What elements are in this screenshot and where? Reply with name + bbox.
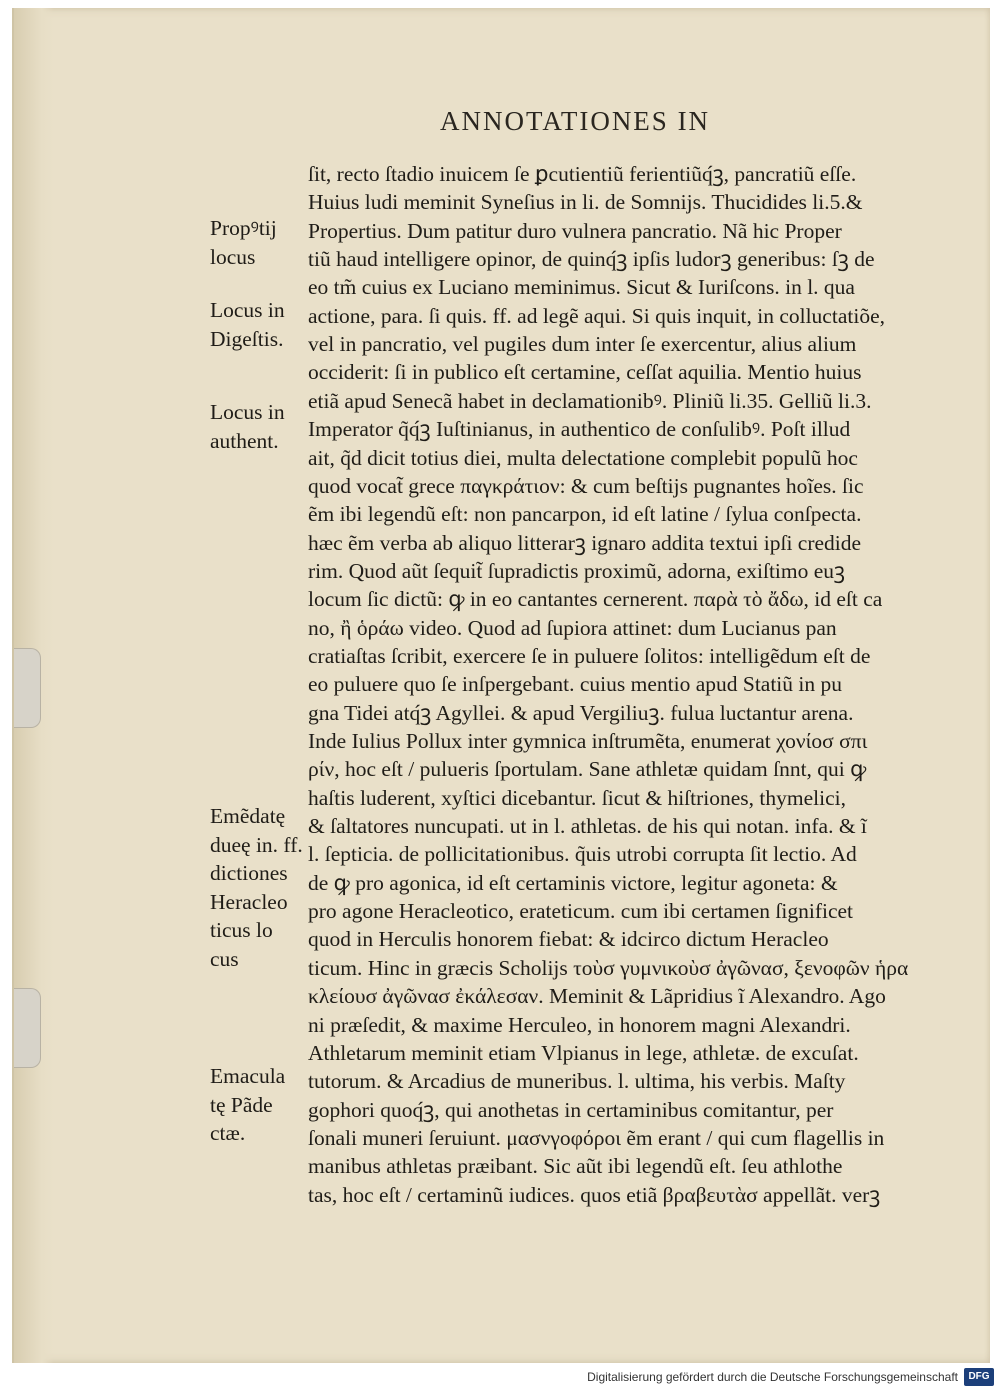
text-line: locum ſic dictũ: ꝙ in eo cantantes cernerent. παρὰ τὸ ἄδω, id eſt ca — [308, 587, 883, 612]
marginal-note-line: ctæ. — [210, 1121, 246, 1145]
marginal-note-line: Locus in — [210, 298, 285, 322]
text-line: vel in pancratio, vel pugiles dum inter ſe exercentur, alius alium — [308, 332, 857, 357]
running-head: ANNOTATIONES IN — [440, 106, 711, 136]
marginal-note-line: dictiones — [210, 861, 288, 885]
text-line: Huius ludi meminit Syneſius in li. de Somnijs. Thucidides li.5.& — [308, 190, 863, 215]
text-line: Athletarum meminit etiam Vlpianus in lege, athletæ. de excuſat. — [308, 1040, 859, 1065]
text-line: ſit, recto ſtadio inuicem ſe ꝑcutientiũ ferientiũq́ꝫ, pancratiũ eſſe. — [308, 162, 857, 186]
text-line: κλείουσ ἀγῶνασ ἐκάλεσαν. Meminit & Lãpridius ĩ Alexandro. Ago — [308, 984, 886, 1009]
marginal-note — [210, 214, 277, 271]
text-line: rim. Quod aũt ſequit̃ ſupradictis proximũ, adorna, exiſtimo euꝫ — [308, 558, 846, 583]
text-line: de ꝙ pro agonica, id eſt certaminis victore, legitur agoneta: & — [308, 870, 838, 895]
footer-bar — [0, 1367, 1000, 1391]
text-line: cratiaſtas ſcribit, exercere ſe in puluere ſolitos: intelligẽdum eſt de — [308, 643, 871, 668]
marginal-note-line: Locus in — [210, 400, 285, 424]
text-line: manibus athletas præibant. Sic aũt ibi legendũ eſt. ſeu athlothe — [308, 1154, 843, 1179]
text-line: ſonali muneri ſeruiunt. μασνγοφόροι ẽm erant / qui cum flagellis in — [308, 1125, 885, 1150]
text-line: ni præſedit, & maxime Herculeo, in honorem magni Alexandri. — [308, 1012, 851, 1037]
text-line: quod vocat̃ grece παγκράτιον: & cum beſtijs pugnantes hoĩes. ſic — [308, 473, 864, 498]
footer-credit: Digitalisierung gefördert durch die Deutsche Forschungsgemeinschaft — [587, 1370, 958, 1384]
text-line: ticum. Hinc in græcis Scholijs τοὺσ γυμνικοὺσ ἀγῶνασ, ξενοφῶν ἡρα — [308, 955, 909, 980]
marginal-note-line: ticus lo — [210, 918, 273, 942]
marginal-note — [210, 296, 285, 353]
text-line: occiderit: ſi in publico eſt certamine, ceſſat aquilia. Mentio huius — [308, 360, 862, 385]
text-line: gophori quoq́ꝫ, qui anothetas in certaminibus comitantur, per — [308, 1097, 834, 1122]
text-line: ait, q̃d dicit totius diei, multa delectatione complebit populũ hoc — [308, 445, 858, 470]
marginal-note-line: Propꝰtij — [210, 216, 277, 240]
marginal-note — [210, 802, 303, 973]
text-line: hæc ẽm verba ab aliquo litterarꝫ ignaro addita textui ipſi credide — [308, 530, 862, 555]
text-line: Inde Iulius Pollux inter gymnica inſtrumẽta, enumerat χονίοσ σπι — [308, 729, 868, 753]
text-line: eo tm̃ cuius ex Luciano meminimus. Sicut & Iuriſcons. in l. qua — [308, 275, 855, 300]
text-line: & ſaltatores nuncupati. ut in l. athletas. de his qui notan. infa. & ĩ — [308, 814, 867, 839]
marginal-note-line: authent. — [210, 428, 279, 453]
text-line: Imperator q̃q́ꝫ Iuſtinianus, in authentico de conſulibꝰ. Poſt illud — [308, 417, 851, 442]
marginal-note — [210, 1062, 285, 1148]
text-line: Propertius. Dum patitur duro vulnera pancratio. Nã hic Proper — [308, 218, 842, 243]
marginal-note-line: locus — [210, 244, 256, 269]
marginal-note-line: Heracleo — [210, 889, 288, 914]
text-line: ρίν, hoc eſt / pulueris ſportulam. Sane athletæ quidam ſnnt, qui ꝙ — [308, 757, 867, 782]
marginal-note — [210, 398, 285, 455]
marginal-note-line: dueę in. ff. — [210, 832, 303, 857]
marginal-note-line: tę Pãde — [210, 1092, 273, 1117]
text-line: tutorum. & Arcadius de muneribus. l. ultima, his verbis. Maſty — [308, 1069, 846, 1094]
marginal-note-line: Digeſtis. — [210, 326, 284, 351]
marginal-note-line: Emacula — [210, 1064, 286, 1088]
marginal-note-line: Emẽdatę — [210, 804, 286, 828]
binding-tab — [14, 648, 41, 728]
binding-tab — [14, 988, 41, 1068]
text-line: tiũ haud intelligere opinor, de quinq́ꝫ ipſis ludorꝫ generibus: ſꝫ de — [308, 247, 875, 272]
text-line: quod in Herculis honorem fiebat: & idcirco dictum Heracleo — [308, 927, 829, 952]
text-line: haſtis luderent, xyſtici dicebantur. ſicut & hiſtriones, thymelici, — [308, 785, 846, 810]
text-line: gna Tidei atq́ꝫ Agyllei. & apud Vergiliuꝫ. fulua luctantur arena. — [308, 700, 854, 725]
marginal-note-line: cus — [210, 946, 239, 971]
text-line: eo puluere quo ſe inſpergebant. cuius mentio apud Statiũ in pu — [308, 672, 843, 697]
text-line: l. ſepticia. de pollicitationibus. q̃uis utrobi corrupta ſit lectio. Ad — [308, 842, 857, 867]
text-line: tas, hoc eſt / certaminũ iudices. quos etiã βραβευτὰσ appellãt. verꝫ — [308, 1182, 881, 1207]
text-line: ẽm ibi legendũ eſt: non pancarpon, id eſt latine / ſylua conſpecta. — [308, 502, 862, 527]
text-line: actione, para. ſi quis. ff. ad legẽ aqui. Si quis inquit, in colluctatiõe, — [308, 303, 885, 328]
dfg-logo: DFG — [964, 1368, 994, 1386]
text-line: no, ἢ ὁράω video. Quod ad ſupiora attinet: dum Lucianus pan — [308, 615, 837, 640]
text-line: pro agone Heracleotico, erateticum. cum ibi certamen ſignificet — [308, 899, 854, 924]
text-line: etiã apud Senecã habet in declamationibꝰ. Pliniũ li.35. Gelliũ li.3. — [308, 388, 872, 413]
